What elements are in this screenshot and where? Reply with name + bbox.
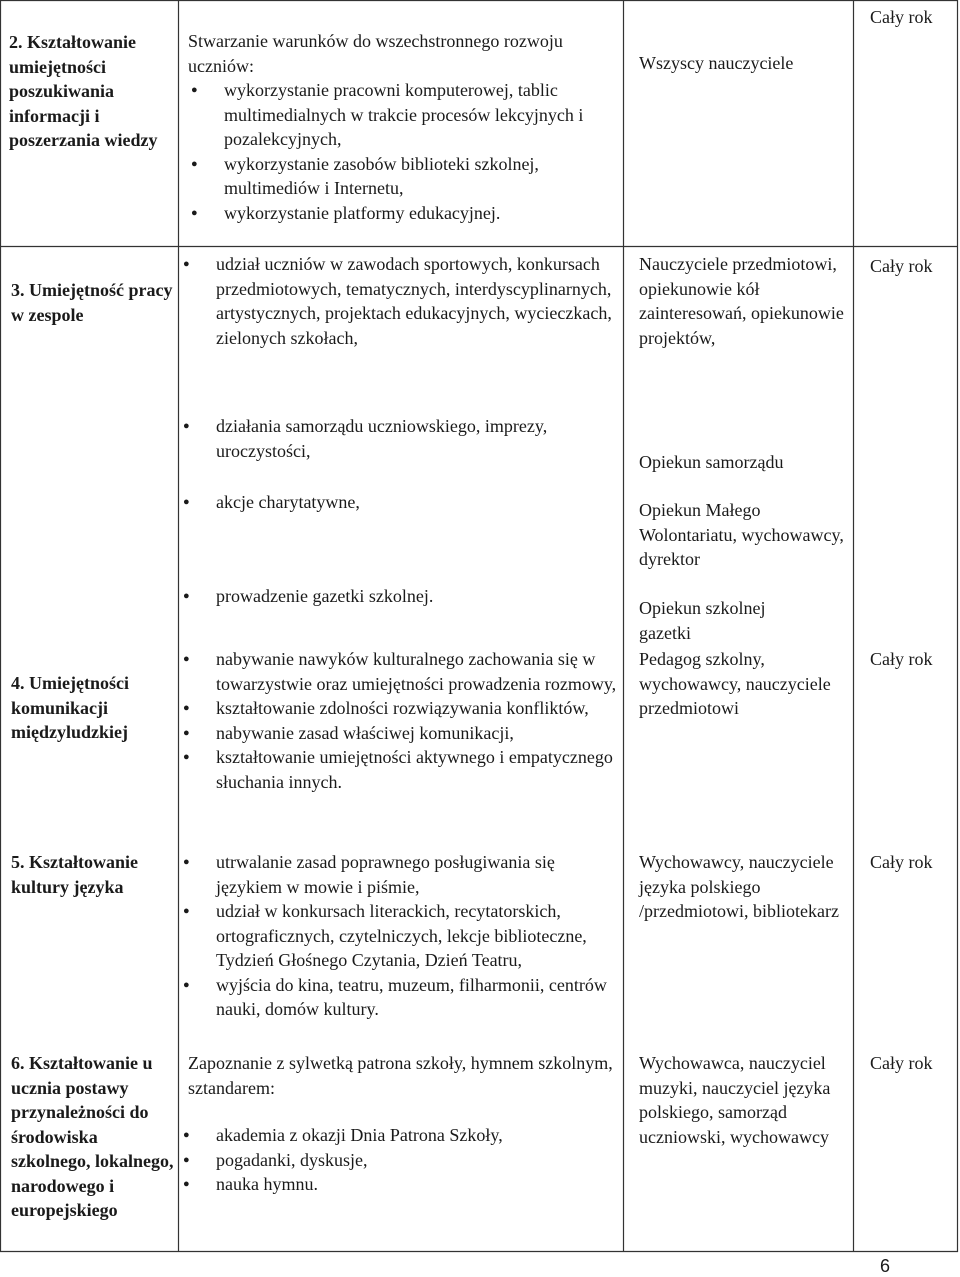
- content-row-3d: [180, 584, 620, 609]
- timeframe-row-2: Cały rok: [870, 7, 933, 27]
- responsible-row-3d: Opiekun szkolnej gazetki: [639, 598, 766, 643]
- responsible-row-3a: Nauczyciele przedmiotowi, opiekunowie kół zainteresowań, opiekunowie projektów,: [639, 254, 844, 348]
- list-item: ● działania samorządu uczniowskiego, imprezy, uroczystości,: [180, 414, 620, 463]
- responsible-row-3c: Opiekun Małego Wolontariatu, wychowawcy, dyrektor: [639, 500, 844, 569]
- responsible-row-5: Wychowawcy, nauczyciele języka polskiego /przedmiotowi, bibliotekarz: [639, 852, 839, 921]
- list-item: ● utrwalanie zasad poprawnego posługiwania się językiem w mowie i piśmie,: [180, 850, 620, 899]
- list-item: ● pogadanki, dyskusje,: [180, 1148, 620, 1173]
- list-item: ● wykorzystanie pracowni komputerowej, tablic multimedialnych w trakcie procesów lekcyjnych i pozalekcyjnych,: [188, 78, 620, 152]
- list-item: ● nabywanie nawyków kulturalnego zachowania się w towarzystwie oraz umiejętności prowadzenia rozmowy,: [180, 647, 620, 696]
- content-lead: Stwarzanie warunków do wszechstronnego rozwoju uczniów:: [188, 31, 563, 76]
- list-item: ● nabywanie zasad właściwej komunikacji,: [180, 721, 620, 746]
- content-row-4: [180, 647, 620, 794]
- responsible-row-4: Pedagog szkolny, wychowawcy, nauczyciele przedmiotowi: [639, 649, 831, 718]
- list-item: ● wykorzystanie platformy edukacyjnej.: [188, 201, 620, 226]
- area-row-3: 3. Umiejętność pracy w zespole: [11, 280, 173, 325]
- list-item: ● akademia z okazji Dnia Patrona Szkoły,: [180, 1123, 620, 1148]
- content-row-3a: [180, 252, 620, 350]
- page-number: 6: [880, 1256, 891, 1276]
- timeframe-row-6: Cały rok: [870, 1053, 933, 1073]
- responsible-row-3b: Opiekun samorządu: [639, 452, 784, 472]
- content-row-5: [180, 850, 620, 1022]
- content-lead: Zapoznanie z sylwetką patrona szkoły, hymnem szkolnym, sztandarem:: [188, 1053, 613, 1098]
- content-row-3b: [180, 414, 620, 463]
- timeframe-row-3: Cały rok: [870, 256, 933, 276]
- content-row-2: [188, 29, 620, 225]
- list-item: ● udział w konkursach literackich, recytatorskich, ortograficznych, czytelniczych, lekcje biblioteczne, Tydzień Głośnego Czytania, Dzień Teatru,: [180, 899, 620, 973]
- responsible-row-2: Wszyscy nauczyciele: [639, 53, 794, 73]
- list-item: ● prowadzenie gazetki szkolnej.: [180, 584, 620, 609]
- list-item: ● nauka hymnu.: [180, 1172, 620, 1197]
- timeframe-row-5: Cały rok: [870, 852, 933, 872]
- area-row-2: 2. Kształtowanie umiejętności poszukiwania informacji i poszerzania wiedzy: [9, 32, 158, 150]
- area-row-5: 5. Kształtowanie kultury języka: [11, 852, 138, 897]
- content-row-6: [188, 1051, 620, 1197]
- list-item: ● wykorzystanie zasobów biblioteki szkolnej, multimediów i Internetu,: [188, 152, 620, 201]
- area-row-4: 4. Umiejętności komunikacji międzyludzkiej: [11, 673, 129, 742]
- list-item: ● udział uczniów w zawodach sportowych, konkursach przedmiotowych, tematycznych, interdyscyplinarnych, artystycznych, projektach edukacyjnych, wycieczkach, zielonych szkołach,: [180, 252, 620, 350]
- list-item: ● akcje charytatywne,: [180, 490, 620, 515]
- area-row-6: 6. Kształtowanie u ucznia postawy przynależności do środowiska szkolnego, lokalnego, narodowego i europejskiego: [11, 1053, 174, 1220]
- list-item: ● wyjścia do kina, teatru, muzeum, filharmonii, centrów nauki, domów kultury.: [180, 973, 620, 1022]
- responsible-row-6: Wychowawca, nauczyciel muzyki, nauczyciel języka polskiego, samorząd uczniowski, wychowawcy: [639, 1053, 831, 1147]
- list-item: ● kształtowanie zdolności rozwiązywania konfliktów,: [180, 696, 620, 721]
- content-row-3c: [180, 490, 620, 515]
- list-item: ● kształtowanie umiejętności aktywnego i empatycznego słuchania innych.: [180, 745, 620, 794]
- timeframe-row-4: Cały rok: [870, 649, 933, 669]
